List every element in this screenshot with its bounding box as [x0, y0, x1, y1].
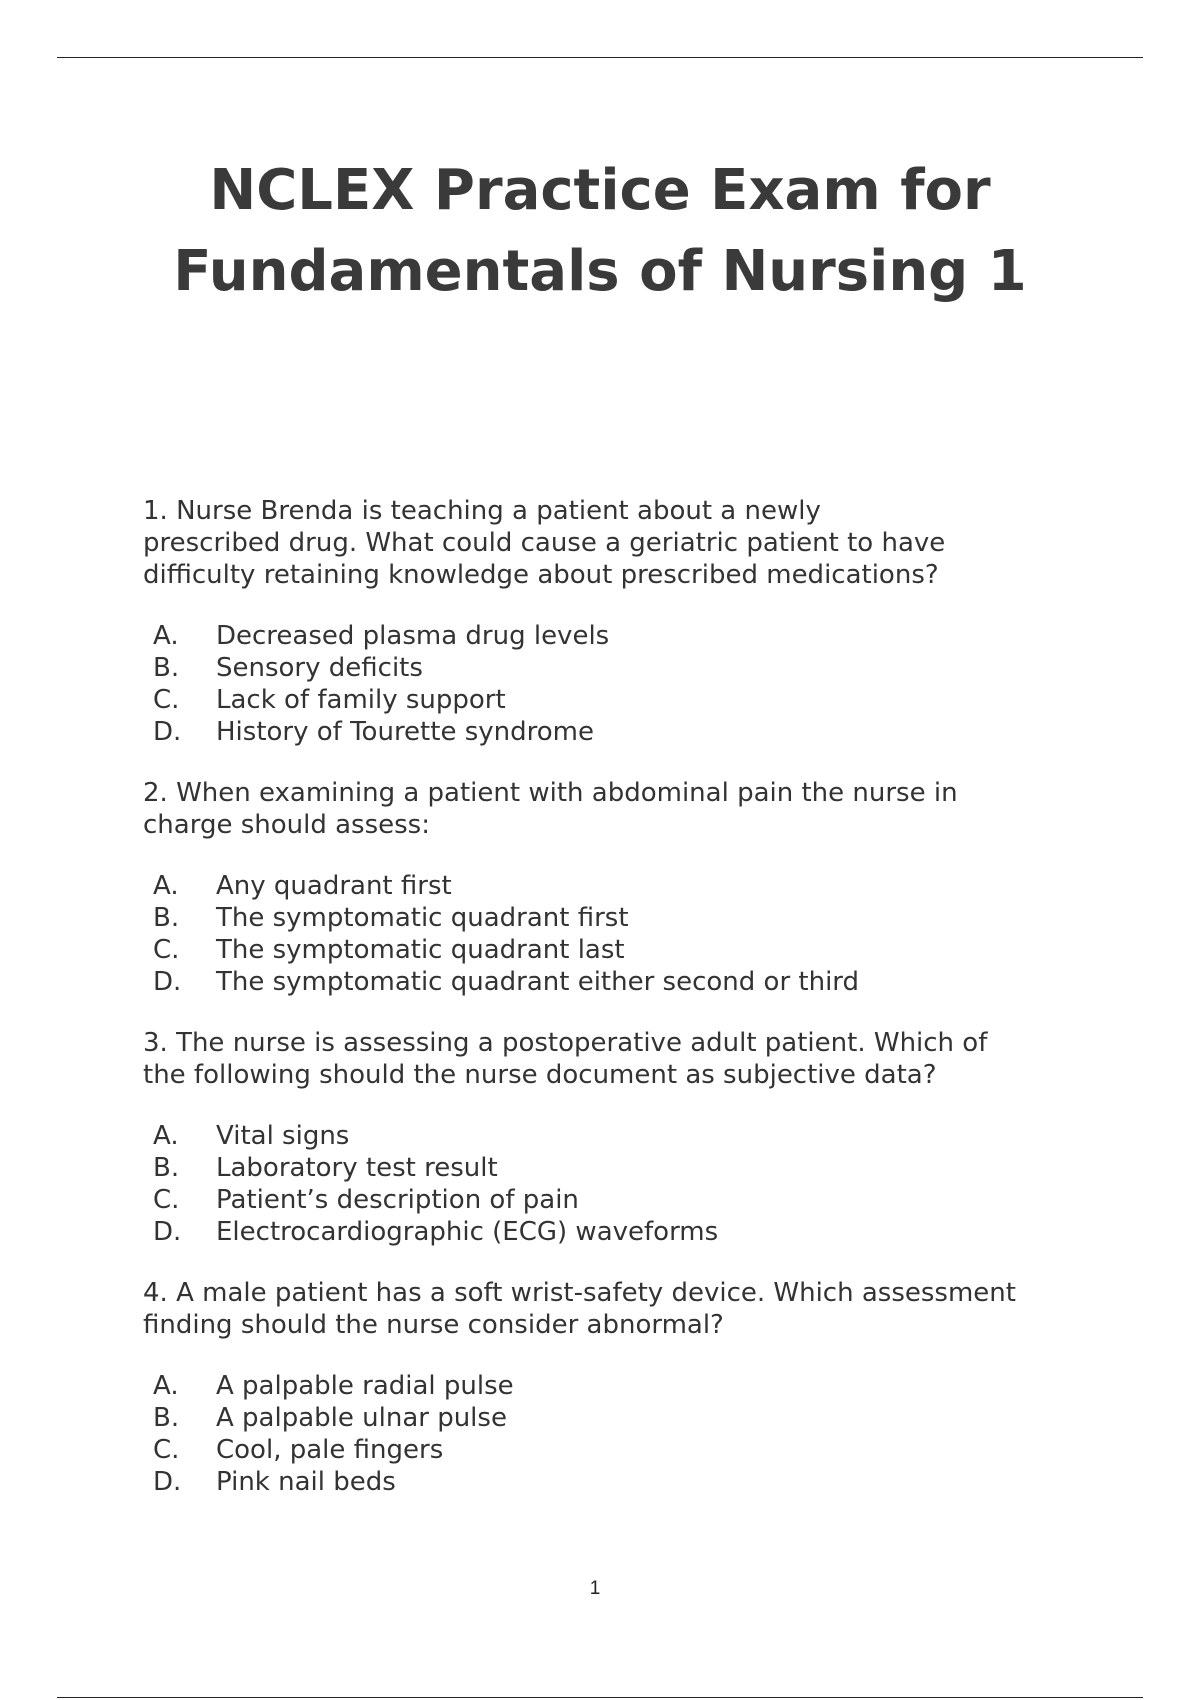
question-3-line-1: 3. The nurse is assessing a postoperative adult patient. Which of [143, 1028, 988, 1058]
question-3-option-b: B. Laboratory test result [153, 1153, 498, 1183]
question-3-option-c: C. Patient’s description of pain [153, 1185, 579, 1215]
question-3 [143, 1027, 1103, 1248]
question-4-options [143, 1370, 1103, 1498]
question-2-option-c: C. The symptomatic quadrant last [153, 935, 625, 965]
question-3-options [143, 1120, 1103, 1248]
question-2-option-b: B. The symptomatic quadrant first [153, 903, 629, 933]
question-list [143, 495, 1103, 1527]
question-1-options [143, 620, 1103, 748]
question-4-option-b: B. A palpable ulnar pulse [153, 1403, 507, 1433]
question-1-line-3: difficulty retaining knowledge about prescribed medications? [143, 560, 939, 590]
question-3-line-2: the following should the nurse document as subjective data? [143, 1060, 937, 1090]
question-1 [143, 495, 1103, 748]
title-line-1: NCLEX Practice Exam for [209, 158, 991, 223]
question-2-option-d: D. The symptomatic quadrant either second or third [153, 967, 860, 997]
question-2-options [143, 870, 1103, 998]
question-1-text [143, 495, 1103, 591]
question-2-line-1: 2. When examining a patient with abdominal pain the nurse in [143, 778, 958, 808]
question-1-line-1: 1. Nurse Brenda is teaching a patient about a newly [143, 496, 821, 526]
question-1-option-b: B. Sensory deficits [153, 653, 423, 683]
question-3-option-d: D. Electrocardiographic (ECG) waveforms [153, 1217, 719, 1247]
question-4-option-d: D. Pink nail beds [153, 1467, 396, 1497]
question-1-line-2: prescribed drug. What could cause a geriatric patient to have [143, 528, 946, 558]
question-4-line-1: 4. A male patient has a soft wrist-safety device. Which assessment [143, 1278, 1016, 1308]
question-2 [143, 777, 1103, 998]
question-4-line-2: finding should the nurse consider abnormal? [143, 1310, 724, 1340]
question-3-text [143, 1027, 1103, 1091]
question-1-option-a: A. Decreased plasma drug levels [153, 621, 610, 651]
question-3-option-a: A. Vital signs [153, 1121, 350, 1151]
top-rule [57, 57, 1143, 58]
question-1-option-c: C. Lack of family support [153, 685, 506, 715]
question-4-text [143, 1277, 1103, 1341]
question-1-option-d: D. History of Tourette syndrome [153, 717, 594, 747]
title-line-2: Fundamentals of Nursing 1 [173, 239, 1027, 304]
page-number: 1 [589, 1578, 601, 1599]
question-2-text [143, 777, 1103, 841]
question-4 [143, 1277, 1103, 1498]
question-2-option-a: A. Any quadrant first [153, 871, 452, 901]
question-4-option-c: C. Cool, pale fingers [153, 1435, 444, 1465]
bottom-rule [57, 1697, 1143, 1698]
question-2-line-2: charge should assess: [143, 810, 430, 840]
document-title [0, 150, 1200, 312]
question-4-option-a: A. A palpable radial pulse [153, 1371, 514, 1401]
